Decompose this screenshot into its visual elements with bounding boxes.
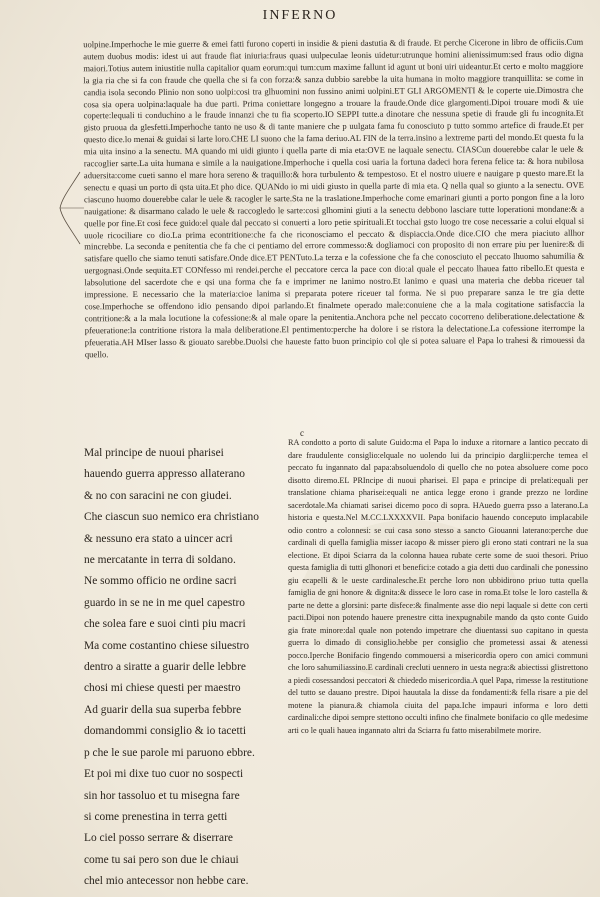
verse-line: chel mio antecessor non hebbe care. [84,875,249,888]
verse-line: p che le sue parole mi paruono ebbre. [84,746,255,759]
verse-line: come tu sai pero son due le chiaui [84,853,239,866]
commentary-top: uolpine.Imperhoche le mie guerre & emei fatti furono coperti in insidie & pieni dastutia & di fraude. Et perche Cicerone in libro de officiis.Cum autem duobus modis: idest ui aut fraude fiat iniuria:fraus quasi uulpeculae leonis uidetur:utrunque homini alienissimum:sed fraus odio digna maiori.Totius autem iniustitie nulla capitalior quam eorum:qui tum:cum maxime fallunt id agunt ut boni uiri uideantur.Et certo e molto maggiore la gia ria che si fa con fraude che quella che si fa con forza:& sanza dubbio sarebbe la uita humana in molto maggiore tranquillita: se come in candia isola secondo Plinio non sono uolpi:cosi tra glhuomini non fussino animi uolpini.ET GLI ARGOMENTI & le coperte uie.Dimostra che cosa sia opera uolpina:laquale ha due parti. Prima coniettare longegno a trouare la fraude.Onde dice glargomenti.Dipoi trouare modi & uie coperte:lequali ti conduchino a le fraude innanzi che tu fia scoperto.IO SEPPI tutte.a dinotare che nessuna spetie di fraude gli fu incognita.Et gisto pruoua da glesfetti.Imperhoche tanto ne uso & di tante maniere che p uulgata fama fu conosciuto p tutto sommo artefice di fraude.Et per questo dice.lo menai & guidai si larte loro.CHE LI suono che la fama deriuo.AL FIN de la terra.insino a lextreme parti del mondo.Et questa fu la mia uita insino a la senectu. MA quando mi uidi giunto i quella parte di mia eta:OVE ne laquale senectu. CIASCun douerebbe calar le uele & raccoglier sarte.La uita humana e simile a la nauigatione.Imperhoche i quella cosi uaria la fortuna dadeci hora ferena felice ta: & hora nubilosa aduersita:come cueti sanno el mare hora sereno & traquillo:& hora turbulento & tempestoso. Et el nostro uiuere e nauigare p questo mare.Et la senectu e quasi un porto di qsta uita.Et pho dice. QUANdo io mi uidi giusto in quella parte di mia eta. Q nella qual so giunto a la senectu. OVE ciascuno huomo douerebbe calar le uele & racogler le sarte.Sta ne la traslatione.Imperhoche come emarinari giunti a porto pongon fine a la loro nauigatione: & disarmano calado le uele & raccogledo le sarte:cosi glhomini giuti a la senectu debbono lasciare tutte loperationi mondane:& a quelle por fine.Et cosi fece guido:el quale dal peccato si conuerti a loro petie spirituali.Et tocchai gsto luogo tre cose necessarie a colui elqual si uuole ricociliare co dio.La prima econtritione:che fa che riconosciamo el peccato & dispiaccia.Onde dice.CIO che mera piaciuto allhor mincrebbe. La seconda e penitentia che fa che ci pentiamo del errore commesso:& dogliamoci con proposito di non errare piu per luenire:& di satisfare quello che siamo tenuti satisfare.Onde dice.ET PENTuto.La terza e la cofessione che fa che conosciuto el peccato lhuomo sahumilia & uergognasi.Onde sequita.ET CONfesso mi rendei.perche el peccatore cerca la pace con dio:al quale el peccato lhauea fatto ribello.Et questa e labsolutione del sacerdote che e qsi una forma che fa e imprimer ne lanimo nostro.Et lanimo e quasi una materia che debba riceuer tal impressione. E necessario che la materia:cioe lanima si preparata potere riceuer tal forma. Ne si puo preparare sanza le tre gia dette cose.Imperhoche se offendono idio pensando dipoi parlando.Et finalmete operado male:conuiene che a la mala cogitatione satisfaccia la contritione:& a la mala locutione la cofessione:& al male opare la penitentia.Anchora pche nel peccato cocorreno deliberatione.delectatione & pfeueratione:la contritione ristora la mala deliberatione.El pentimento:perche ha dolore i se ristora la delectatione.La cofessione iterrompe la pfeueratia.AH MIser lasso & giouato sarebbe.Duolsi che haueste fatto buon principio col qle si potea saluare el Papa lo trahesi & rimouessi da quello. [83,36,585,359]
verse-line: dentro a siratte a guarir delle lebbre [84,661,246,674]
guide-letter: c [300,428,304,438]
verse-line: Et poi mi dixe tuo cuor no sospecti [84,768,244,781]
verse-line: domandommi consiglio & io tacetti [84,725,246,738]
commentary-side: RA condotto a porto di salute Guido:ma el Papa lo induxe a ritornare a lantico peccato di dare fraudulente consiglio:elquale no uolendo lui da principio darglii:perche temea el peccato fu ingannato dal papa:absoluendolo di quello che no potea absoluere come poco disotto diremo.EL PRIncipe di nuoui pharisei. El papa e principe di prelati:equali per translatione chiama pharisei:equali ne antica legge erono i grande prezzo ne lordine sacerdotale.Ma chiamati sarisei dicemo poco di sopra. HAuedo guerra psso a laterano.La historia e questa.Nel M.CC.LXXXXVII. Papa bonifacio hauendo conceputo implacabile odio contro a colonnesi: se cui casa sono stesso a sancto Giouanni laterano:perche due cardinali di quella famiglia misser iacopo & misser piero gli erono stati contrari ne la sua electione. Et dipoi Sciarra da la colonna hauea rubate certe some de suoi thesori. Priuo questa famiglia di tutti glhonori et benefici:e cotado a gia detti duo cardinali che ponessino giu ecapelli & le ueste cardinalesche.Et perche loro non ubbidirono priuo tutta quella famiglia de gni honore & dignita:& dissece le loro case in roma.Et tolse le loro castella & parte ne dette a glorsini: parte disfece:& finalmente asse dio nepi laquale si dette con certi pacti.Dipoi non potendo hauere prenestre citta inexpugnabile mando da qsto conte Guido gia frate minore:dal quale non potendo impetrare che diuentassi suo capitano in questa guerra lo dimado di consiglio.hebbe per consiglio che prometessi assai & atenessi pocco.Iperche Bonifacio fingendo commouersi a misericordia opero con amici communi che loro sahumiliassino.E cardinali crecluti uennero in uesta negra:& abiectissi glistrettono a piedi cosessandosi peccatori & chiededo misericordia.A quel Papa, rimesse la restitutione del tutto se dauano prestre. Dipoi hauutala la disse da fondamenti:& fella risare a pie del motene la pianura.& chiamola ciuita del papa.Iche impauri informa e loro detti cardinali:che dipoi sempre stettono occulti infino che finalmete bonifacio co qlle medesime arti co le quali hauea ingannato altri da Sciarra fu fatto miserabilmete morire. [288,438,588,735]
verse-line: si come prenestina in terra getti [84,810,228,823]
verse-line: sin hor tassoluo et tu misegna fare [84,789,240,802]
verse-line: Che ciascun suo nemico era christiano [84,511,259,524]
verse-line: Lo ciel posso serrare & diserrare [84,832,233,845]
verse-line: che solea fare e suoi cinti piu macri [84,618,246,631]
verse-line: Ne sommo officio ne ordine sacri [84,575,237,588]
running-head: INFERNO [262,8,338,23]
verse-line: Mal principe de nuoui pharisei [84,447,224,459]
verse-line: Ad guarir della sua superba febbre [84,703,242,716]
verse-line: & nessuno era stato a uincer acri [84,532,233,545]
verse-line: guardo in se ne in me quel capestro [84,596,245,609]
verse-line: chosi mi chiese questi per maestro [84,682,241,695]
verse-line: Ma come costantino chiese siluestro [84,639,250,652]
verse-line: ne mercatante in terra di soldano. [84,554,236,567]
marginal-bracket-mark [56,168,86,248]
verse-line: & no con saracini ne con giudei. [84,489,232,502]
verse-block [84,443,274,893]
verse-line: hauendo guerra appresso allaterano [84,468,245,481]
